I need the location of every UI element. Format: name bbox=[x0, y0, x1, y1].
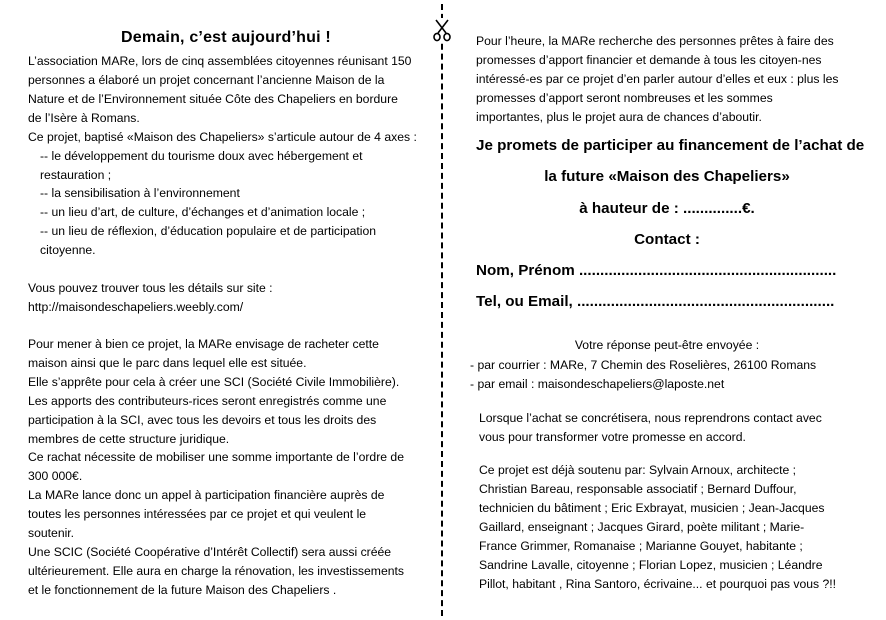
axis-item: -- un lieu de réflexion, d’éducation populaire et de participation bbox=[40, 224, 377, 238]
cut-line bbox=[441, 4, 443, 616]
support-line: Gaillard, enseignant ; Jacques Girard, poète militant ; Marie- bbox=[479, 520, 805, 534]
para-line: participation à la SCI, avec tous les devoirs et tous les droits des bbox=[28, 413, 377, 427]
pledge-line: Je promets de participer au financement de l’achat de bbox=[476, 137, 865, 154]
support-line: Pillot, habitant , Rina Santoro, écrivaine... et pourquoi pas vous ?!! bbox=[479, 577, 837, 591]
para-line: soutenir. bbox=[28, 526, 75, 540]
right-intro-line: Pour l’heure, la MARe recherche des personnes prêtes à faire des bbox=[476, 34, 834, 48]
reply-intro: Votre réponse peut-être envoyée : bbox=[574, 338, 760, 352]
axis-item: restauration ; bbox=[40, 168, 112, 182]
para-line: et le fonctionnement de la future Maison des Chapeliers . bbox=[28, 583, 337, 597]
axes-intro: Ce projet, baptisé «Maison des Chapeliers» s’articule autour de 4 axes : bbox=[28, 130, 417, 144]
email-field[interactable]: Tel, ou Email, ............................................................. bbox=[476, 293, 835, 310]
para-line: 300 000€. bbox=[28, 469, 83, 483]
para-line: Les apports des contributeurs-rices seront enregistrés comme une bbox=[28, 394, 387, 408]
intro-line: personnes a élaboré un projet concernant l’ancienne Maison de la bbox=[28, 73, 385, 87]
para-line: Elle s’apprête pour cela à créer une SCI (Société Civile Immobilière). bbox=[28, 375, 400, 389]
pledge-line: la future «Maison des Chapeliers» bbox=[544, 168, 790, 185]
para-line: Une SCIC (Société Coopérative d’Intérêt Collectif) sera aussi créée bbox=[28, 545, 392, 559]
para-line: maison ainsi que le parc dans lequel elle est située. bbox=[28, 356, 307, 370]
para-line: membres de cette structure juridique. bbox=[28, 432, 230, 446]
support-line: technicien du bâtiment ; Eric Exbrayat, musicien ; Jean-Jacques bbox=[479, 501, 825, 515]
para-line: La MARe lance donc un appel à participation financière auprès de bbox=[28, 488, 385, 502]
page-title: Demain, c’est aujourd’hui ! bbox=[121, 29, 331, 46]
reply-email: - par email : maisondeschapeliers@laposte.net bbox=[470, 377, 725, 391]
reply-mail: - par courrier : MARe, 7 Chemin des Roselières, 26100 Romans bbox=[470, 358, 817, 372]
axis-item: -- un lieu d’art, de culture, d’échanges et d’animation locale ; bbox=[40, 205, 366, 219]
site-intro: Vous pouvez trouver tous les détails sur site : bbox=[28, 281, 273, 295]
support-line: Ce projet est déjà soutenu par: Sylvain Arnoux, architecte ; bbox=[479, 463, 797, 477]
right-intro-line: promesses d’apport seront nombreuses et les sommes bbox=[476, 91, 773, 105]
scissors-icon bbox=[431, 18, 453, 42]
para-line: ultérieurement. Elle aura en charge la rénovation, les investissements bbox=[28, 564, 404, 578]
purchase-line: Lorsque l’achat se concrétisera, nous reprendrons contact avec bbox=[479, 411, 822, 425]
support-line: France Grimmer, Romanaise ; Marianne Gouyet, habitante ; bbox=[479, 539, 803, 553]
para-line: Pour mener à bien ce projet, la MARe envisage de racheter cette bbox=[28, 337, 379, 351]
right-intro-line: importantes, plus le projet aura de chances d’aboutir. bbox=[476, 110, 762, 124]
name-field[interactable]: Nom, Prénom ............................................................. bbox=[476, 262, 837, 279]
support-line: Sandrine Lavalle, citoyenne ; Florian Lopez, musicien ; Léandre bbox=[479, 558, 823, 572]
intro-line: de l’Isère à Romans. bbox=[28, 111, 140, 125]
axis-item: -- le développement du tourisme doux avec hébergement et bbox=[40, 149, 363, 163]
axis-item: citoyenne. bbox=[40, 243, 96, 257]
axis-item: -- la sensibilisation à l’environnement bbox=[40, 186, 240, 200]
para-line: toutes les personnes intéressées par ce projet et qui veulent le bbox=[28, 507, 367, 521]
intro-line: L’association MARe, lors de cinq assemblées citoyennes réunisant 150 bbox=[28, 54, 412, 68]
contact-label: Contact : bbox=[634, 231, 700, 248]
support-line: Christian Bareau, responsable associatif ; Bernard Duffour, bbox=[479, 482, 797, 496]
pledge-amount-field[interactable]: à hauteur de : ..............€. bbox=[579, 200, 755, 217]
right-intro-line: promesses d’apport financier et demande à tous les citoyen-nes bbox=[476, 53, 822, 67]
purchase-line: vous pour transformer votre promesse en accord. bbox=[479, 430, 746, 444]
intro-line: Nature et de l’Environnement située Côte des Chapeliers en bordure bbox=[28, 92, 398, 106]
right-intro-line: intéressé-es par ce projet d’en parler autour d’elles et eux : plus les bbox=[476, 72, 839, 86]
para-line: Ce rachat nécessite de mobiliser une somme importante de l’ordre de bbox=[28, 450, 404, 464]
site-url-link[interactable]: http://maisondeschapeliers.weebly.com/ bbox=[28, 300, 244, 314]
